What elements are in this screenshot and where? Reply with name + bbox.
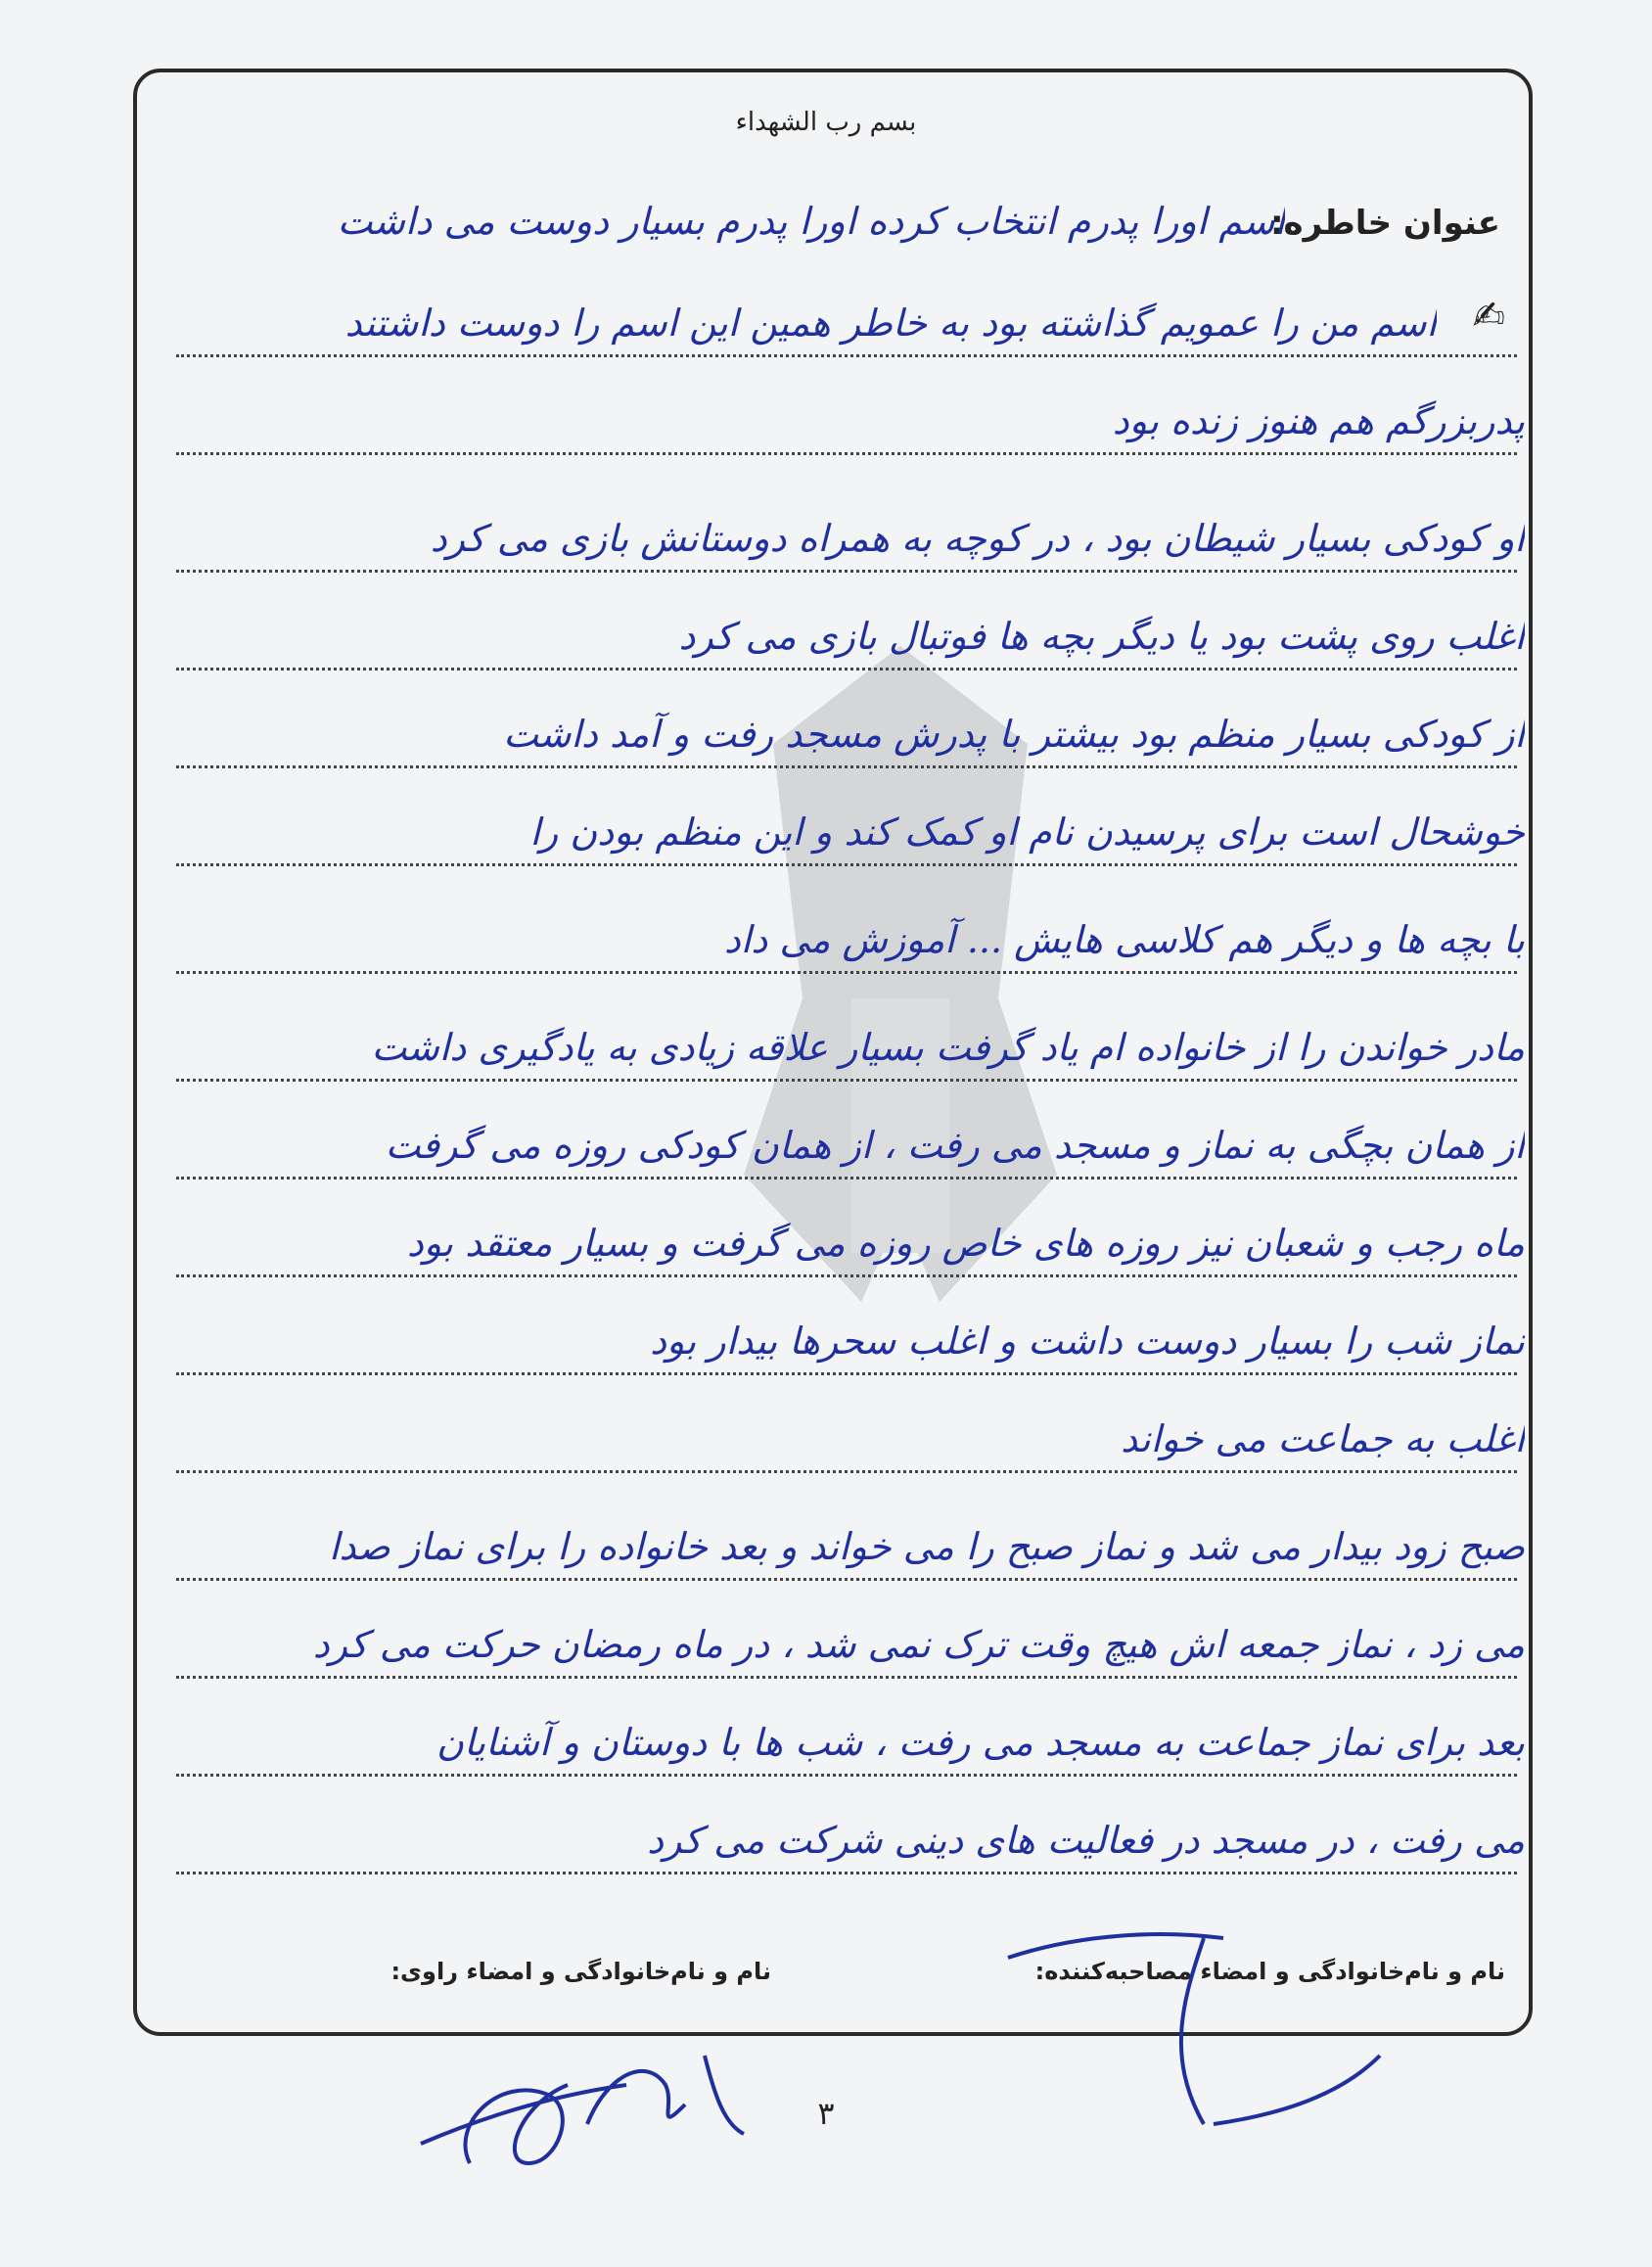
dotted-rule bbox=[176, 570, 1517, 573]
page-header-title: بسم رب الشهداء bbox=[735, 108, 917, 137]
handwritten-line: مادر خواندن را از خانواده ام یاد گرفت بسیار علاقه زیادی به یادگیری داشت bbox=[371, 1026, 1525, 1069]
narrator-label: نام و نام‌خانوادگی و امضاء راوی: bbox=[390, 1958, 771, 1985]
handwritten-line: بعد برای نماز جماعت به مسجد می رفت ، شب ها با دوستان و آشنایان bbox=[436, 1721, 1525, 1764]
dotted-rule bbox=[176, 1079, 1517, 1082]
memory-title-label: عنوان خاطره: bbox=[1269, 204, 1500, 243]
dotted-rule bbox=[176, 863, 1517, 866]
dotted-rule bbox=[176, 452, 1517, 455]
handwritten-line: اغلب روی پشت بود یا دیگر بچه ها فوتبال بازی می کرد bbox=[678, 615, 1525, 658]
handwritten-line: از کودکی بسیار منظم بود بیشتر با پدرش مسجد رفت و آمد داشت bbox=[503, 713, 1525, 756]
handwritten-line: ماه رجب و شعبان نیز روزه های خاص روزه می گرفت و بسیار معتقد بود bbox=[406, 1222, 1525, 1265]
handwritten-line: صبح زود بیدار می شد و نماز صبح را می خواند و بعد خانواده را برای نماز صدا bbox=[328, 1525, 1525, 1568]
handwritten-line: می رفت ، در مسجد در فعالیت های دینی شرکت می کرد bbox=[647, 1819, 1525, 1862]
dotted-rule bbox=[176, 1274, 1517, 1277]
dotted-rule bbox=[176, 971, 1517, 974]
dotted-rule bbox=[176, 1372, 1517, 1375]
dotted-rule bbox=[176, 1470, 1517, 1473]
handwritten-line: می زد ، نماز جمعه اش هیچ وقت ترک نمی شد ، در ماه رمضان حرکت می کرد bbox=[312, 1623, 1525, 1666]
handwritten-line: اسم من را عمویم گذاشته بود به خاطر همین این اسم را دوست داشتند bbox=[344, 301, 1437, 345]
handwritten-line: با بچه ها و دیگر هم کلاسی هایش ... آموزش می داد bbox=[723, 918, 1525, 961]
dotted-rule bbox=[176, 668, 1517, 671]
handwritten-line: او کودکی بسیار شیطان بود ، در کوچه به همراه دوستانش بازی می کرد bbox=[430, 517, 1525, 560]
interviewer-label: نام و نام‌خانوادگی و امضاء مصاحبه‌کننده: bbox=[1034, 1958, 1505, 1985]
dotted-rule bbox=[176, 1774, 1517, 1777]
dotted-rule bbox=[176, 1578, 1517, 1581]
dotted-rule bbox=[176, 1177, 1517, 1180]
memory-title-handwritten: اسم اورا پدرم انتخاب کرده اورا پدرم بسیار دوست می داشت bbox=[337, 200, 1285, 243]
dotted-rule bbox=[176, 354, 1517, 357]
handwritten-line: اغلب به جماعت می خواند bbox=[1121, 1417, 1525, 1460]
handwritten-line: از همان بچگی به نماز و مسجد می رفت ، از همان کودکی روزه می گرفت bbox=[385, 1124, 1525, 1167]
page-number: ۳ bbox=[817, 2095, 835, 2132]
handwritten-line: نماز شب را بسیار دوست داشت و اغلب سحرها بیدار بود bbox=[650, 1319, 1525, 1363]
dotted-rule bbox=[176, 1676, 1517, 1679]
handwritten-line: پدربزرگم هم هنوز زنده بود bbox=[1112, 399, 1525, 442]
handwritten-line: خوشحال است برای پرسیدن نام او کمک کند و این منظم بودن را bbox=[529, 810, 1525, 854]
dotted-rule bbox=[176, 1872, 1517, 1874]
dotted-rule bbox=[176, 765, 1517, 768]
pen-icon: ✍ bbox=[1472, 294, 1505, 339]
